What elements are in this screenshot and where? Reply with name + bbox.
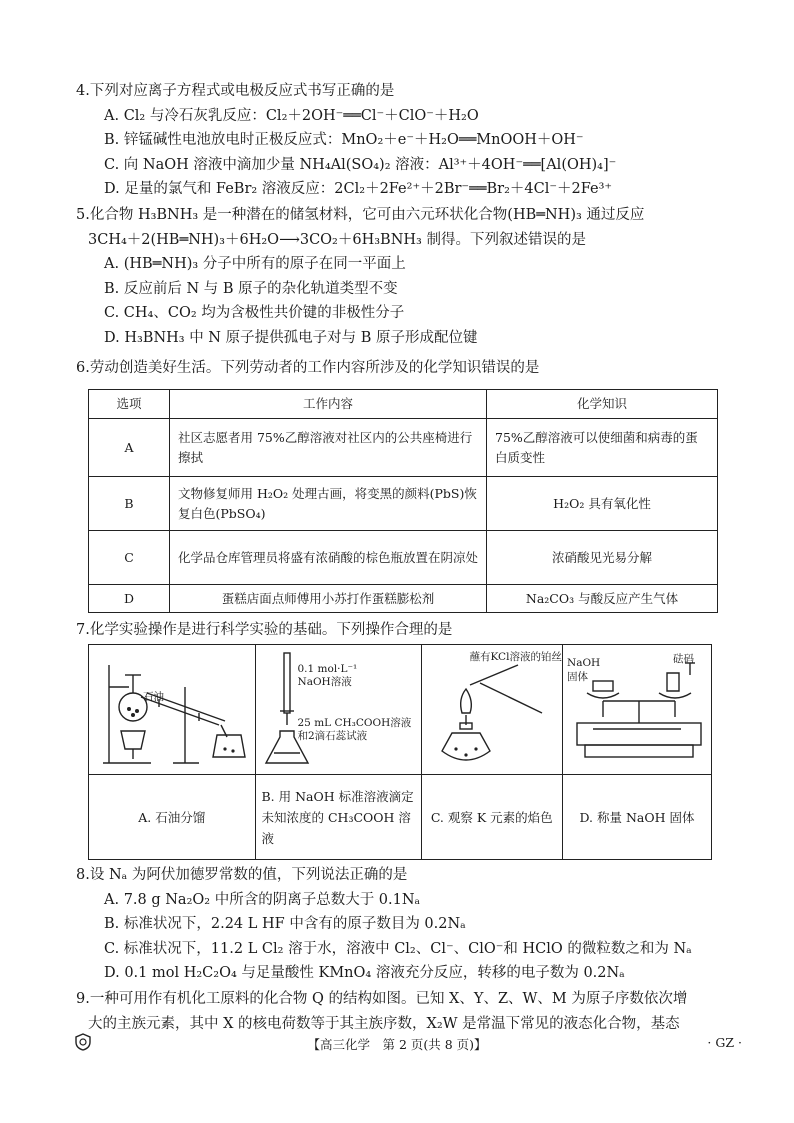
- question-4: [76, 79, 756, 202]
- question-8: [76, 863, 756, 986]
- page-footer: [0, 1033, 794, 1053]
- question-6: [76, 356, 756, 381]
- acetic-acid-label: 25 mL CH₃COOH溶液: [297, 717, 412, 729]
- question-5-option-b: B. 反应前后 N 与 B 原子的杂化轨道类型不变: [104, 280, 398, 297]
- question-8-option-a: A. 7.8 g Na₂O₂ 中所含的阴离子总数大于 0.1Nₐ: [104, 891, 421, 908]
- question-4-stem: 4.下列对应离子方程式或电极反应式书写正确的是: [76, 83, 395, 99]
- table-row: [89, 531, 718, 585]
- flame-test-figure: [422, 645, 562, 771]
- figure-b-caption: B. 用 NaOH 标准溶液滴定未知浓度的 CH₃COOH 溶液: [255, 775, 421, 860]
- table-header-option: 选项: [89, 390, 170, 419]
- table-cell-work: 蛋糕店面点师傅用小苏打作蛋糕膨松剂: [170, 585, 487, 613]
- table-cell-work: 社区志愿者用 75%乙醇溶液对社区内的公共座椅进行擦拭: [170, 419, 487, 477]
- table-cell-knowledge: Na₂CO₃ 与酸反应产生气体: [487, 585, 718, 613]
- platinum-wire-label: 蘸有KCl溶液的铂丝: [469, 651, 562, 663]
- question-9-stem-line-2: 大的主族元素，其中 X 的核电荷数等于其主族序数，X₂W 是常温下常见的液态化合物，基态: [88, 1015, 680, 1032]
- question-5-option-c: C. CH₄、CO₂ 均为含极性共价键的非极性分子: [104, 305, 405, 322]
- question-4-option-a: A. Cl₂ 与冷石灰乳反应：Cl₂＋2OH⁻══Cl⁻＋ClO⁻＋H₂O: [104, 107, 479, 124]
- page-number-label: 【高三化学 第 2 页(共 8 页)】: [307, 1037, 487, 1052]
- litmus-label: 和2滴石蕊试液: [297, 730, 368, 742]
- question-9: [76, 987, 756, 1036]
- table-cell-option: C: [89, 531, 170, 585]
- question-7-stem: 7.化学实验操作是进行科学实验的基础。下列操作合理的是: [76, 622, 453, 638]
- question-6-stem: 6.劳动创造美好生活。下列劳动者的工作内容所涉及的化学知识错误的是: [76, 360, 540, 376]
- figure-c-cell: [421, 645, 563, 775]
- question-4-option-b: B. 锌锰碱性电池放电时正极反应式：MnO₂＋e⁻＋H₂O══MnOOH＋OH⁻: [104, 132, 584, 149]
- figure-c-caption: C. 观察 K 元素的焰色: [421, 775, 563, 860]
- table-cell-option: D: [89, 585, 170, 613]
- table-cell-knowledge: 75%乙醇溶液可以使细菌和病毒的蛋白质变性: [487, 419, 718, 477]
- question-8-option-d: D. 0.1 mol H₂C₂O₄ 与足量酸性 KMnO₄ 溶液充分反应，转移的电子数为 0.2Nₐ: [104, 965, 625, 982]
- question-5-stem-line-2: 3CH₄＋2(HB═NH)₃＋6H₂O⟶3CO₂＋6H₃BNH₃ 制得。下列叙述错误的是: [88, 231, 586, 248]
- table-header-work: 工作内容: [170, 390, 487, 419]
- figure-b-cell: [255, 645, 421, 775]
- naoh-concentration-label: 0.1 mol·L⁻¹: [297, 663, 358, 675]
- table-header-knowledge: 化学知识: [487, 390, 718, 419]
- distillation-apparatus-figure: [89, 645, 254, 771]
- table-row: [89, 585, 718, 613]
- table-row: [89, 419, 718, 477]
- table-row: [89, 477, 718, 531]
- figure-a-cell: [89, 645, 256, 775]
- table-cell-knowledge: H₂O₂ 具有氧化性: [487, 477, 718, 531]
- question-5: [76, 203, 756, 351]
- exam-code-label: · GZ ·: [707, 1035, 742, 1050]
- weights-label: 砝码: [673, 653, 694, 665]
- petroleum-label: 石油: [143, 691, 164, 703]
- question-9-stem-line-1: 9.一种可用作有机化工原料的化合物 Q 的结构如图。已知 X、Y、Z、W、M 为原子序数依次增: [76, 991, 688, 1007]
- table-cell-option: A: [89, 419, 170, 477]
- naoh-solid-label-line-1: NaOH: [567, 657, 601, 669]
- figure-a-caption: A. 石油分馏: [89, 775, 256, 860]
- question-7-table: [88, 644, 712, 860]
- naoh-solution-label: NaOH溶液: [297, 676, 352, 688]
- question-5-option-d: D. H₃BNH₃ 中 N 原子提供孤电子对与 B 原子形成配位键: [104, 329, 478, 346]
- question-8-stem: 8.设 Nₐ 为阿伏加德罗常数的值，下列说法正确的是: [76, 867, 408, 883]
- naoh-solid-label-line-2: 固体: [567, 671, 588, 683]
- table-cell-option: B: [89, 477, 170, 531]
- table-header-row: [89, 390, 718, 419]
- question-4-option-d: D. 足量的氯气和 FeBr₂ 溶液反应：2Cl₂＋2Fe²⁺＋2Br⁻══Br₂＋4Cl⁻＋2Fe³⁺: [104, 181, 613, 198]
- question-8-option-c: C. 标准状况下，11.2 L Cl₂ 溶于水，溶液中 Cl₂、Cl⁻、ClO⁻和 HClO 的微粒数之和为 Nₐ: [104, 940, 692, 957]
- question-5-option-a: A. (HB═NH)₃ 分子中所有的原子在同一平面上: [104, 256, 406, 273]
- question-5-stem-line-1: 5.化合物 H₃BNH₃ 是一种潜在的储氢材料，它可由六元环状化合物(HB═NH)₃ 通过反应: [76, 207, 645, 223]
- question-6-table: [88, 389, 718, 613]
- question-4-option-c: C. 向 NaOH 溶液中滴加少量 NH₄Al(SO₄)₂ 溶液：Al³⁺＋4OH⁻══[Al(OH)₄]⁻: [104, 156, 617, 173]
- table-cell-work: 化学品仓库管理员将盛有浓硝酸的棕色瓶放置在阴凉处: [170, 531, 487, 585]
- figure-d-caption: D. 称量 NaOH 固体: [563, 775, 712, 860]
- question-7: [76, 618, 756, 643]
- figure-d-cell: [563, 645, 712, 775]
- table-cell-knowledge: 浓硝酸见光易分解: [487, 531, 718, 585]
- question-8-option-b: B. 标准状况下，2.24 L HF 中含有的原子数目为 0.2Nₐ: [104, 916, 466, 933]
- table-cell-work: 文物修复师用 H₂O₂ 处理古画，将变黑的颜料(PbS)恢复白色(PbSO₄): [170, 477, 487, 531]
